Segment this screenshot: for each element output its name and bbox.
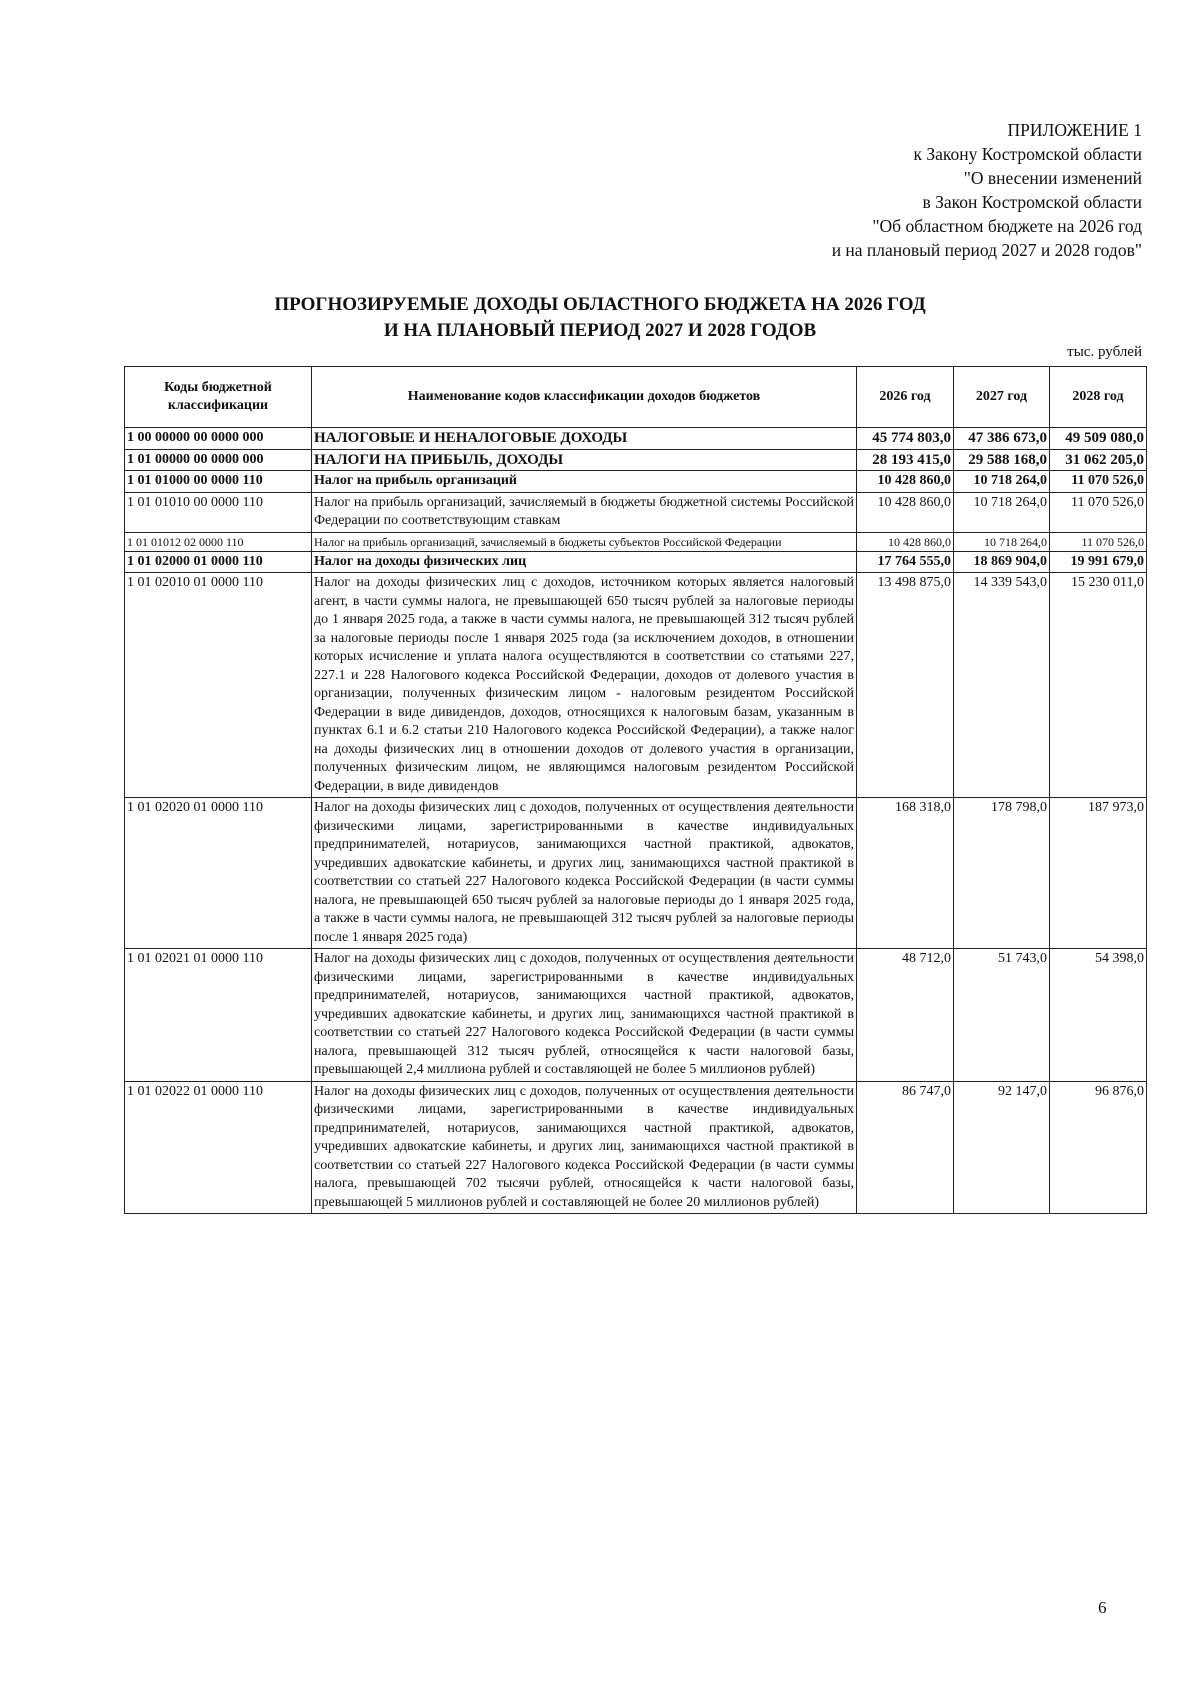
- appendix-line: к Закону Костромской области: [913, 144, 1142, 164]
- table-row: [125, 492, 1147, 532]
- header-code: Коды бюджетной классификации: [125, 367, 312, 428]
- header-name: Наименование кодов классификации доходов бюджетов: [312, 367, 857, 428]
- row-code: 1 01 02022 01 0000 110: [125, 1081, 312, 1214]
- row-2027: 10 718 264,0: [954, 471, 1050, 493]
- page-number: 6: [1098, 1598, 1107, 1617]
- row-name: Налог на доходы физических лиц с доходов, полученных от осуществления деятельности физическими лицами, зарегистрированными в качестве индивидуальных предпринимателей, нотариусов, занимающихся частной практикой, адвокатов, учредивших адвокатские кабинеты, и других лиц, занимающихся частной практикой в соответствии со статьей 227 Налогового кодекса Российской Федерации (в части суммы налога, превышающей 312 тысяч рублей, относящейся к части налоговой базы, превышающей 2,4 миллиона рублей и составляющей не более 5 миллионов рублей): [312, 949, 857, 1082]
- row-code: 1 01 00000 00 0000 000: [125, 449, 312, 471]
- appendix-line: в Закон Костромской области: [922, 192, 1142, 212]
- row-2028: 11 070 526,0: [1050, 471, 1147, 493]
- row-code: 1 01 02020 01 0000 110: [125, 798, 312, 949]
- table-row: [125, 1081, 1147, 1214]
- row-2027: 14 339 543,0: [954, 573, 1050, 798]
- row-2027: 18 869 904,0: [954, 551, 1050, 573]
- row-name: Налог на доходы физических лиц: [312, 551, 857, 573]
- row-2026: 86 747,0: [857, 1081, 954, 1214]
- row-code: 1 01 02021 01 0000 110: [125, 949, 312, 1082]
- appendix-line: "Об областном бюджете на 2026 год: [872, 216, 1142, 236]
- row-2028: 49 509 080,0: [1050, 428, 1147, 450]
- row-2027: 178 798,0: [954, 798, 1050, 949]
- row-2027: 51 743,0: [954, 949, 1050, 1082]
- row-2028: 187 973,0: [1050, 798, 1147, 949]
- row-2026: 168 318,0: [857, 798, 954, 949]
- row-name: НАЛОГИ НА ПРИБЫЛЬ, ДОХОДЫ: [312, 449, 857, 471]
- table-row: [125, 573, 1147, 798]
- title-line-2: И НА ПЛАНОВЫЙ ПЕРИОД 2027 И 2028 ГОДОВ: [383, 320, 817, 341]
- row-name: Налог на доходы физических лиц с доходов, полученных от осуществления деятельности физическими лицами, зарегистрированными в качестве индивидуальных предпринимателей, нотариусов, занимающихся частной практикой, адвокатов, учредивших адвокатские кабинеты, и других лиц, занимающихся частной практикой в соответствии со статьей 227 Налогового кодекса Российской Федерации (в части суммы налога, превышающей 702 тысячи рублей, относящейся к части налоговой базы, превышающей 5 миллионов рублей и составляющей не более 20 миллионов рублей): [312, 1081, 857, 1214]
- row-2026: 17 764 555,0: [857, 551, 954, 573]
- header-2027: 2027 год: [954, 367, 1050, 428]
- header-2028: 2028 год: [1050, 367, 1147, 428]
- row-2028: 54 398,0: [1050, 949, 1147, 1082]
- table-row: [125, 428, 1147, 450]
- row-2028: 96 876,0: [1050, 1081, 1147, 1214]
- row-2026: 28 193 415,0: [857, 449, 954, 471]
- row-2028: 19 991 679,0: [1050, 551, 1147, 573]
- row-2026: 10 428 860,0: [857, 532, 954, 551]
- document-title: [0, 292, 1200, 344]
- table-header-row: [125, 367, 1147, 428]
- row-2027: 92 147,0: [954, 1081, 1050, 1214]
- appendix-line: и на плановый период 2027 и 2028 годов": [831, 240, 1142, 260]
- row-2027: 47 386 673,0: [954, 428, 1050, 450]
- revenue-table: [124, 366, 1147, 1214]
- appendix-line: "О внесении изменений: [963, 168, 1142, 188]
- row-name: Налог на доходы физических лиц с доходов, полученных от осуществления деятельности физическими лицами, зарегистрированными в качестве индивидуальных предпринимателей, нотариусов, занимающихся частной практикой, адвокатов, учредивших адвокатские кабинеты, и других лиц, занимающихся частной практикой в соответствии со статьей 227 Налогового кодекса Российской Федерации (в части суммы налога, не превышающей 650 тысяч рублей за налоговые периоды до 1 января 2025 года, а также в части суммы налога, не превышающей 312 тысяч рублей за налоговые периоды после 1 января 2025 года): [312, 798, 857, 949]
- row-name: Налог на доходы физических лиц с доходов, источником которых является налоговый агент, в части суммы налога, не превышающей 650 тысяч рублей за налоговые периоды до 1 января 2025 года, а также в части суммы налога, не превышающей 312 тысяч рублей за налоговые периоды после 1 января 2025 года (за исключением доходов, в отношении которых исчисление и уплата налога осуществляются в соответствии со статьями 227, 227.1 и 228 Налогового кодекса Российской Федерации, доходов от долевого участия в организации, полученных физическим лицом - налоговым резидентом Российской Федерации в виде дивидендов, доходов, относящихся к налоговым базам, указанным в пунктах 6.1 и 6.2 статьи 210 Налогового кодекса Российской Федерации), а также налог на доходы физических лиц в отношении доходов от долевого участия в организации, полученных физическим лицом, не являющимся налоговым резидентом Российской Федерации, в виде дивидендов: [312, 573, 857, 798]
- row-2027: 10 718 264,0: [954, 492, 1050, 532]
- table-row: [125, 551, 1147, 573]
- table-row: [125, 798, 1147, 949]
- appendix-line: ПРИЛОЖЕНИЕ 1: [1007, 120, 1142, 140]
- row-2026: 10 428 860,0: [857, 471, 954, 493]
- row-code: 1 00 00000 00 0000 000: [125, 428, 312, 450]
- row-2028: 11 070 526,0: [1050, 532, 1147, 551]
- row-code: 1 01 02000 01 0000 110: [125, 551, 312, 573]
- row-name: Налог на прибыль организаций, зачисляемый в бюджеты субъектов Российской Федерации: [312, 532, 857, 551]
- row-name: Налог на прибыль организаций, зачисляемый в бюджеты бюджетной системы Российской Федерации по соответствующим ставкам: [312, 492, 857, 532]
- row-2028: 15 230 011,0: [1050, 573, 1147, 798]
- row-name: НАЛОГОВЫЕ И НЕНАЛОГОВЫЕ ДОХОДЫ: [312, 428, 857, 450]
- row-2026: 10 428 860,0: [857, 492, 954, 532]
- table-row: [125, 949, 1147, 1082]
- table-row: [125, 449, 1147, 471]
- row-2028: 31 062 205,0: [1050, 449, 1147, 471]
- header-2026: 2026 год: [857, 367, 954, 428]
- row-2026: 13 498 875,0: [857, 573, 954, 798]
- units-label: тыс. рублей: [1067, 344, 1142, 360]
- row-2028: 11 070 526,0: [1050, 492, 1147, 532]
- title-line-1: ПРОГНОЗИРУЕМЫЕ ДОХОДЫ ОБЛАСТНОГО БЮДЖЕТА НА 2026 ГОД: [274, 294, 926, 315]
- row-code: 1 01 02010 01 0000 110: [125, 573, 312, 798]
- row-2026: 45 774 803,0: [857, 428, 954, 450]
- table-row: [125, 471, 1147, 493]
- row-2026: 48 712,0: [857, 949, 954, 1082]
- row-2027: 10 718 264,0: [954, 532, 1050, 551]
- row-code: 1 01 01012 02 0000 110: [125, 532, 312, 551]
- row-code: 1 01 01000 00 0000 110: [125, 471, 312, 493]
- row-2027: 29 588 168,0: [954, 449, 1050, 471]
- table-row: [125, 532, 1147, 551]
- row-name: Налог на прибыль организаций: [312, 471, 857, 493]
- row-code: 1 01 01010 00 0000 110: [125, 492, 312, 532]
- appendix-header: [542, 118, 1142, 262]
